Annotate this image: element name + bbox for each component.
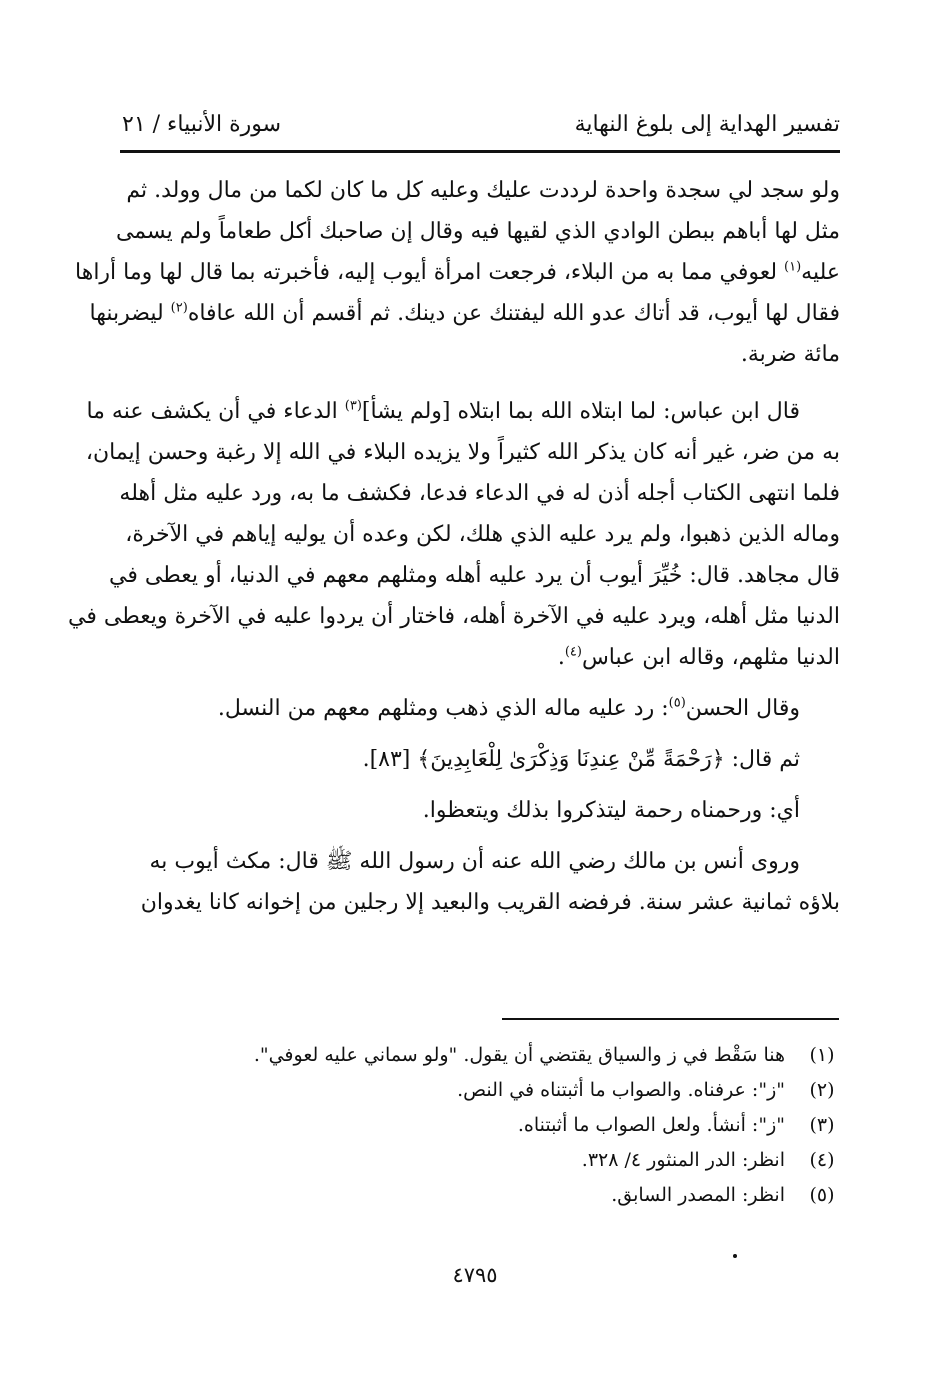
footnote-rule [502,1018,839,1020]
header-rule [120,150,840,153]
print-dot [733,1254,737,1258]
footnotes [160,1038,840,1213]
footnote-number: (١) [809,1044,835,1066]
main-text [68,170,840,923]
paragraph-1 [75,170,840,375]
text-line: وماله الذين ذهبوا، ولم يرد عليه الذي هلك، لكن وعده أن يوليه إياهم في الآخرة، [125,522,840,547]
running-header [122,112,840,148]
footnote-ref: (١) [784,259,802,275]
book-title: تفسير الهداية إلى بلوغ النهاية [574,112,840,137]
footnote [160,1038,840,1073]
text-line: فقال لها أيوب، قد أتاك عدو الله ليفتنك عن دينك. ثم أقسم أن الله عافاه$^{(٢)}$ ليضربنها [89,300,840,326]
text-line: مثل لها أباهم ببطن الوادي الذي لقيها فيه وقال إن صاحبك أكل طعاماً ولم يسمى [115,219,840,244]
text-line: الدنيا مثلهم، وقاله ابن عباس$^{(٤)}$. [557,644,840,670]
text-line: الدنيا مثل أهله، ويرد عليه في الآخرة أهله، فاختار أن يردوا عليه في الآخرة ويعطى في [68,604,840,629]
footnote-ref: (٥) [668,695,686,711]
text-line: ولو سجد لي سجدة واحدة لرددت عليك وعليه كل ما كان لكما من مال وولد. ثم [126,178,840,203]
text-line: وروى أنس بن مالك رضي الله عنه أن رسول الله ﷺ قال: مكث أيوب به [149,849,800,874]
paragraph-6 [122,841,840,923]
text-line: فلما انتهى الكتاب أجله أذن له في الدعاء فدعا، فكشف ما به، ورد عليه مثل أهله [119,481,840,506]
footnote [160,1178,840,1213]
footnote-text: انظر: الدر المنثور ٤/ ٣٢٨. [581,1149,785,1171]
text-line: به من ضر، غير أنه كان يذكر الله كثيراً ولا يزيده البلاء في الله إلا رغبة وحسن إيمان، [85,440,840,465]
surah-reference: سورة الأنبياء / ٢١ [122,112,282,137]
footnote-ref: (٣) [344,398,362,414]
paragraph-2 [68,391,840,678]
footnote-number: (٤) [809,1149,835,1171]
page-number: ٤٧٩٥ [452,1263,498,1287]
text-line: مائة ضربة. [740,342,840,367]
footnote-number: (٥) [809,1184,835,1206]
text-line: عليه$^{(١)}$ لعوفي مما به من البلاء، فرجعت امرأة أيوب إليه، فأخبرته بما قال لها وما أراها [75,259,840,285]
paragraph-3: وقال الحسن$^{(٥)}$: رد عليه ماله الذي ذهب ومثلهم معهم من النسل. [217,695,800,721]
footnote-number: (٢) [809,1079,835,1101]
footnote [160,1143,840,1178]
text-line: بلاؤه ثمانية عشر سنة. فرفضه القريب والبعيد إلا رجلين من إخوانه كانا يغدوان [140,890,840,915]
text-line: قال مجاهد. قال: خُيِّرَ أيوب أن يرد عليه أهله ومثلهم معهم في الدنيا، أو يعطى في [109,563,840,588]
footnote [160,1108,840,1143]
paragraph-5: أي: ورحمناه رحمة ليتذكروا بذلك ويتعظوا. [422,798,800,823]
footnote-ref: (٤) [564,644,582,660]
footnote [160,1073,840,1108]
footnote-text: "ز": عرفناه. والصواب ما أثبتناه في النص. [457,1079,785,1101]
text-line: قال ابن عباس: لما ابتلاه الله بما ابتلاه [ولم يشأ]$^{(٣)}$ الدعاء في أن يكشف عنه ما [86,398,800,424]
footnote-text: "ز": أنشأ. ولعل الصواب ما أثبتناه. [517,1114,785,1136]
footnote-text: هنا سَقْط في ز والسياق يقتضي أن يقول. "ولو سماني عليه لعوفي". [253,1044,785,1066]
footnote-number: (٣) [809,1114,835,1136]
quran-verse-line: ثم قال: ﴿رَحْمَةً مِّنْ عِندِنَا وَذِكْرَىٰ لِلْعَابِدِينَ﴾ [٨٣]. [362,747,800,772]
footnote-ref: (٢) [170,300,188,316]
footnote-text: انظر: المصدر السابق. [611,1184,785,1206]
